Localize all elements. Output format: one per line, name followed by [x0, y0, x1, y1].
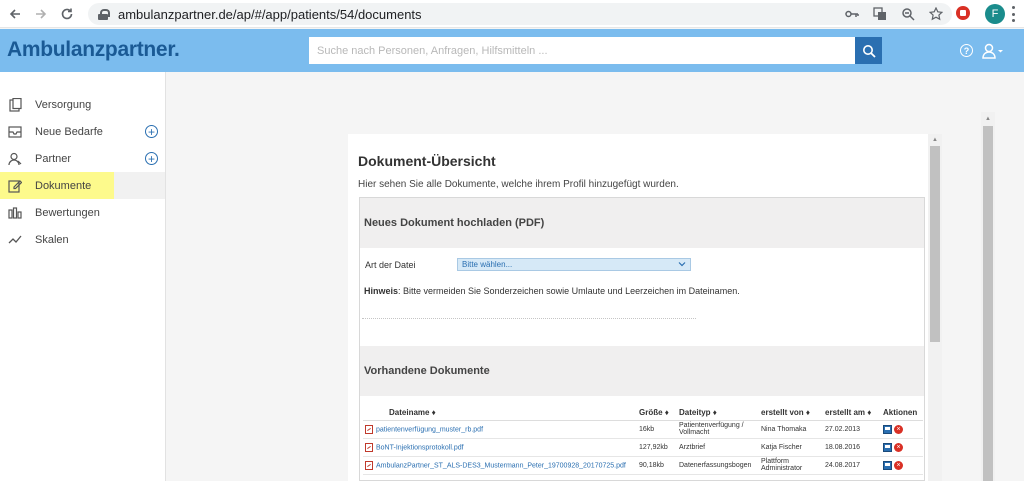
search-button[interactable] [855, 37, 882, 64]
chevron-down-icon [678, 259, 686, 270]
existing-documents-heading: Vorhandene Dokumente [360, 346, 924, 396]
actions-cell [881, 420, 923, 438]
column-header-erstellt-von[interactable]: erstellt von ♦ [759, 406, 823, 420]
column-header-erstellt-am[interactable]: erstellt am ♦ [823, 406, 881, 420]
sidebar-item-partner[interactable] [0, 145, 165, 172]
bookmark-star-icon[interactable] [928, 6, 944, 22]
app-header [0, 29, 1024, 72]
file-type-select[interactable] [457, 258, 691, 271]
hint-label: Hinweis [364, 286, 399, 296]
trend-icon [8, 233, 22, 247]
scroll-up-icon[interactable]: ▲ [985, 116, 991, 122]
profile-avatar[interactable]: F [985, 4, 1005, 24]
extension-stop-icon[interactable] [956, 6, 970, 20]
browser-toolbar [0, 0, 1024, 28]
global-search [309, 37, 855, 64]
user-menu-icon[interactable] [982, 42, 1004, 60]
add-partner-icon[interactable]: + [145, 152, 158, 165]
created-at: 24.08.2017 [823, 456, 881, 474]
scroll-up-icon[interactable]: ▲ [932, 137, 938, 143]
delete-icon[interactable]: × [894, 443, 903, 452]
file-name-cell[interactable] [363, 456, 637, 474]
file-name-link[interactable]: BoNT-Injektionsprotokoll.pdf [376, 443, 464, 451]
page-description: Hier sehen Sie alle Dokumente, welche ihrem Profil hinzugefügt wurden. [358, 179, 679, 190]
browser-menu-icon[interactable] [1012, 6, 1016, 22]
column-header-dateityp[interactable]: Dateityp ♦ [677, 406, 759, 420]
file-name-cell[interactable] [363, 420, 637, 438]
url-text: ambulanzpartner.de/ap/#/app/patients/54/documents [118, 6, 422, 22]
delete-icon[interactable]: × [894, 425, 903, 434]
file-type: Patientenverfügung / Vollmacht [677, 420, 759, 438]
key-icon[interactable] [844, 6, 860, 22]
reload-icon[interactable] [54, 0, 80, 28]
page-scrollbar-thumb[interactable] [983, 126, 993, 481]
help-icon[interactable]: ? [960, 44, 973, 57]
actions-cell [881, 438, 923, 456]
delete-icon[interactable]: × [894, 461, 903, 470]
sidebar [0, 72, 166, 481]
lock-icon [98, 9, 108, 20]
created-by: Nina Thomaka [759, 420, 823, 438]
document-panel [348, 134, 928, 481]
created-at: 18.08.2016 [823, 438, 881, 456]
sidebar-item-label: Partner [35, 152, 72, 165]
download-icon[interactable] [883, 461, 892, 470]
file-type: Datenerfassungsbogen [677, 456, 759, 474]
sidebar-item-label: Neue Bedarfe [35, 125, 103, 138]
sidebar-item-label: Bewertungen [35, 206, 100, 219]
logo-dot: . [174, 38, 180, 61]
search-icon [862, 44, 876, 58]
address-bar[interactable] [88, 3, 952, 25]
file-size: 127,92kb [637, 438, 677, 456]
add-bedarf-icon[interactable]: + [145, 125, 158, 138]
file-type-label: Art der Datei [365, 260, 416, 270]
file-name-link[interactable]: AmbulanzPartner_ST_ALS-DES3_Mustermann_Peter_19700928_20170725.pdf [376, 461, 626, 469]
sidebar-item-dokumente[interactable] [0, 172, 165, 199]
table-header-row [363, 406, 923, 420]
sidebar-item-neue-bedarfe[interactable] [0, 118, 165, 145]
partner-icon [8, 152, 22, 166]
actions-cell [881, 456, 923, 474]
panel-scrollbar-thumb[interactable] [930, 146, 940, 342]
bar-chart-icon [8, 206, 22, 220]
pdf-file-icon [365, 425, 373, 434]
sidebar-item-label: Skalen [35, 233, 69, 246]
forward-icon[interactable] [28, 0, 54, 28]
table-row [363, 420, 923, 438]
table-row [363, 438, 923, 456]
app-logo[interactable] [7, 38, 180, 62]
sidebar-item-label: Versorgung [35, 98, 92, 111]
created-at: 27.02.2013 [823, 420, 881, 438]
inbox-icon [8, 125, 22, 139]
file-size: 16kb [637, 420, 677, 438]
hint-text: : Bitte vermeiden Sie Sonderzeichen sowie Umlaute und Leerzeichen im Dateinamen. [398, 286, 740, 296]
column-header-dateiname[interactable]: Dateiname ♦ [387, 406, 637, 420]
translate-icon[interactable] [872, 6, 888, 22]
zoom-icon[interactable] [900, 6, 916, 22]
pdf-file-icon [365, 443, 373, 452]
column-header-groesse[interactable]: Größe ♦ [637, 406, 677, 420]
sidebar-item-versorgung[interactable] [0, 91, 165, 118]
page-title: Dokument-Übersicht [358, 153, 496, 169]
file-size: 90,18kb [637, 456, 677, 474]
file-name-link[interactable]: patientenverfügung_muster_rb.pdf [376, 425, 484, 433]
created-by: Plattform Administrator [759, 456, 823, 474]
column-header-icon [363, 406, 387, 420]
documents-table [363, 406, 923, 475]
upload-heading: Neues Dokument hochladen (PDF) [360, 198, 924, 248]
file-name-cell[interactable] [363, 438, 637, 456]
logo-text: Ambulanzpartner [7, 38, 175, 61]
sidebar-item-bewertungen[interactable] [0, 199, 165, 226]
clipboard-icon [8, 98, 22, 112]
panel-scrollbar[interactable] [928, 134, 942, 481]
file-type-value: Bitte wählen... [462, 260, 513, 269]
pdf-file-icon [365, 461, 373, 470]
document-section [359, 197, 925, 481]
download-icon[interactable] [883, 443, 892, 452]
file-type: Arztbrief [677, 438, 759, 456]
page-scrollbar[interactable] [981, 112, 995, 481]
back-icon[interactable] [2, 0, 28, 28]
download-icon[interactable] [883, 425, 892, 434]
search-input[interactable] [317, 45, 855, 57]
table-row [363, 456, 923, 474]
column-header-aktionen: Aktionen [881, 406, 923, 420]
edit-icon [8, 179, 22, 193]
created-by: Katja Fischer [759, 438, 823, 456]
sidebar-item-label: Dokumente [35, 179, 92, 192]
sidebar-item-skalen[interactable] [0, 226, 165, 253]
upload-hint [364, 286, 740, 296]
divider [362, 318, 696, 319]
